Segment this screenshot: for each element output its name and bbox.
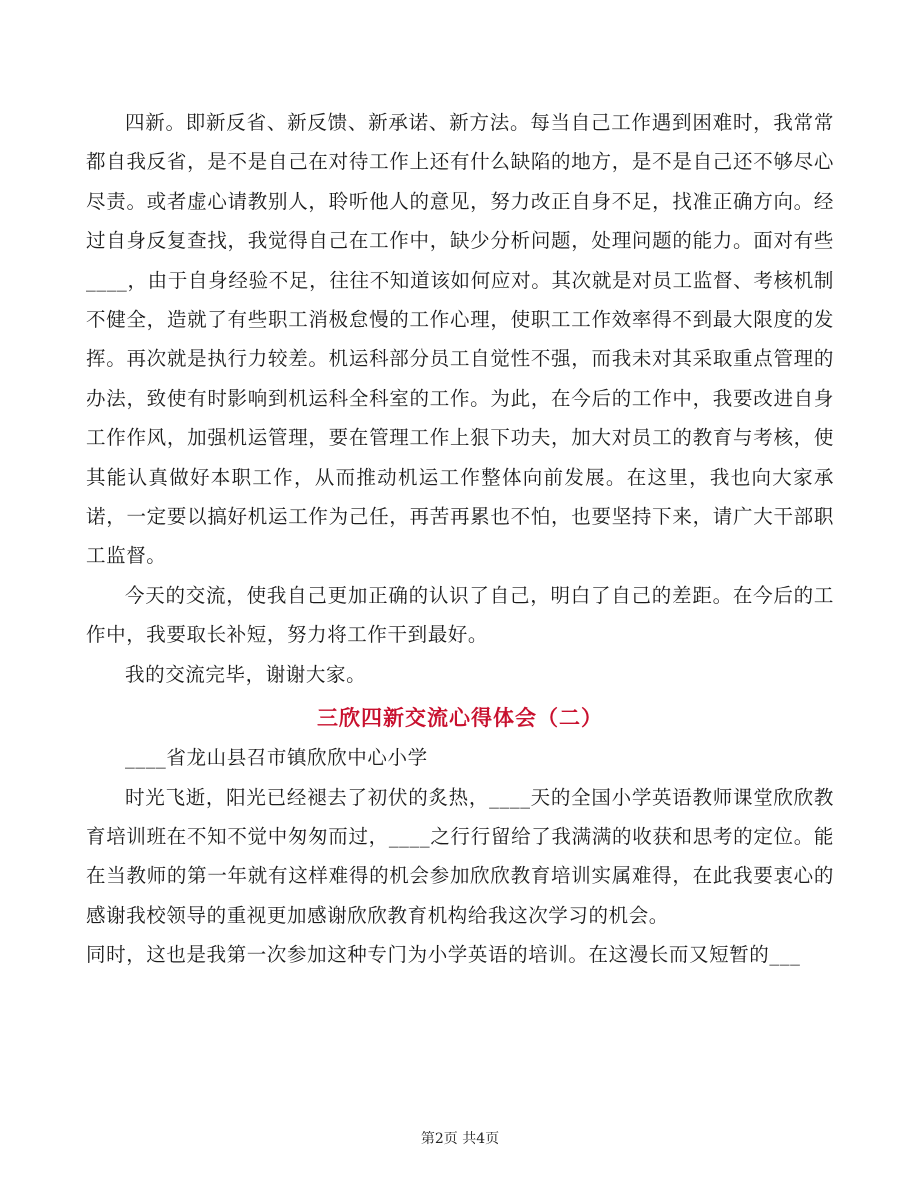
section-title: 三欣四新交流心得体会（二） xyxy=(317,705,603,731)
paragraph-exchange-summary: 今天的交流，使我自己更加正确的认识了自己，明白了自己的差距。在今后的工作中，我要取长补短，努力将工作干到最好。 xyxy=(86,583,834,647)
paragraph-closing: 我的交流完毕，谢谢大家。 xyxy=(125,662,367,686)
paragraph-time-flies: 时光飞逝，阳光已经褪去了初伏的炙热，____天的全国小学英语教师课堂欣欣教育培训班在不知不觉中匆匆而过，____之行行留给了我满满的收获和思考的定位。能在当教师的第一年就有这样难得的机会参加欣欣教育培训实属难得，在此我要衷心的感谢我校领导的重视更加感谢欣欣教育机构给我这次学习的机会。 xyxy=(86,785,834,927)
paragraph-four-new: 四新。即新反省、新反馈、新承诺、新方法。每当自己工作遇到困难时，我常常都自我反省，是不是自己在对待工作上还有什么缺陷的地方，是不是自己还不够尽心尽责。或者虚心请教别人，聆听他人的意见，努力改正自身不足，找准正确方向。经过自身反复查找，我觉得自己在工作中，缺少分析问题，处理问题的能力。面对有些____，由于自身经验不足，往往不知道该如何应对。其次就是对员工监督、考核机制不健全，造就了有些职工消极怠慢的工作心理，使职工工作效率得不到最大限度的发挥。再次就是执行力较差。机运科部分员工自觉性不强，而我未对其采取重点管理的办法，致使有时影响到机运科全科室的工作。为此，在今后的工作中，我要改进自身工作作风，加强机运管理，要在管理工作上狠下功夫，加大对员工的教育与考核，使其能认真做好本职工作，从而推动机运工作整体向前发展。在这里，我也向大家承诺，一定要以搞好机运工作为己任，再苦再累也不怕，也要坚持下来，请广大干部职工监督。 xyxy=(86,111,834,568)
byline: ____省龙山县召市镇欣欣中心小学 xyxy=(125,746,428,770)
document-page xyxy=(86,103,834,975)
paragraph-first-training: 同时，这也是我第一次参加这种专门为小学英语的培训。在这漫长而又短暂的___ xyxy=(86,943,801,967)
page-number: 第2页 共4页 xyxy=(420,1131,500,1147)
